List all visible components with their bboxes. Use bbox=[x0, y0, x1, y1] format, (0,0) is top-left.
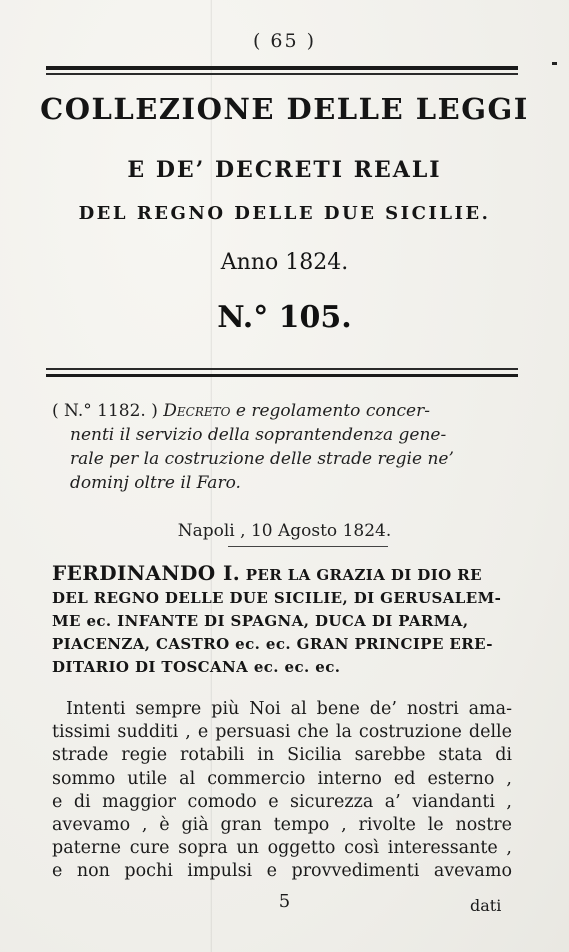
body-line: strade regie rotabili in Sicilia sarebbe stata di bbox=[52, 745, 512, 766]
decree-line-4: dominj oltre il Faro. bbox=[70, 473, 241, 493]
preamble-line-1: PER LA GRAZIA DI DIO RE bbox=[240, 566, 482, 584]
preamble-line-4: PIACENZA, CASTRO ec. ec. GRAN PRINCIPE ERE- bbox=[52, 635, 493, 653]
kingdom-title: DEL REGNO DELLE DUE SICILIE. bbox=[78, 203, 491, 224]
collection-title: COLLEZIONE DELLE LEGGI bbox=[40, 92, 529, 126]
section-rule-top bbox=[46, 368, 518, 370]
body-line: Intenti sempre più Noi al bene de’ nostri ama- bbox=[66, 699, 512, 719]
place-date: Napoli , 10 Agosto 1824. bbox=[177, 521, 392, 541]
decree-heading bbox=[52, 399, 522, 495]
body-line: e di maggior comodo e sicurezza a’ viandanti , bbox=[52, 791, 512, 812]
catchword: dati bbox=[470, 896, 502, 915]
preamble-line-2: DEL REGNO DELLE DUE SICILIE, DI GERUSALEM- bbox=[52, 589, 502, 607]
decree-line-2: nenti il servizio della soprantendenza gene- bbox=[70, 425, 447, 445]
body-line: avevamo , è già gran tempo , rivolte le nostre bbox=[52, 815, 512, 836]
king-name: FERDINANDO I. bbox=[52, 561, 241, 585]
signature-mark: 5 bbox=[278, 891, 291, 912]
ink-mark bbox=[552, 62, 557, 65]
page-number: ( 65 ) bbox=[252, 30, 317, 52]
top-rule bbox=[46, 66, 518, 70]
issue-number: N.° 105. bbox=[217, 300, 352, 335]
preamble-line-5: DITARIO DI TOSCANA ec. ec. ec. bbox=[52, 658, 341, 676]
collection-subtitle: E DE’ DECRETI REALI bbox=[127, 157, 442, 183]
royal-preamble bbox=[52, 562, 522, 679]
decree-line-3: rale per la costruzione delle strade regie ne’ bbox=[70, 449, 454, 469]
body-line: tissimi sudditi , e persuasi che la costruzione delle bbox=[52, 722, 512, 743]
year-label: Anno 1824. bbox=[220, 250, 349, 275]
body-line: sommo utile al commercio interno ed esterno , bbox=[52, 768, 512, 789]
section-rule-thick bbox=[46, 374, 518, 377]
place-date-rule bbox=[228, 546, 388, 547]
body-text bbox=[52, 698, 512, 884]
preamble-line-3: ME ec. INFANTE DI SPAGNA, DUCA DI PARMA, bbox=[52, 612, 469, 630]
body-line: paterne cure sopra un oggetto così interessante , bbox=[52, 838, 512, 859]
body-line: e non pochi impulsi e provvedimenti avevamo bbox=[52, 861, 512, 882]
top-rule-thin bbox=[46, 73, 518, 75]
decree-heading-word: Decreto bbox=[163, 401, 231, 421]
decree-number: ( N.° 1182. ) bbox=[52, 401, 158, 421]
decree-line-1: e regolamento concer- bbox=[230, 401, 430, 421]
